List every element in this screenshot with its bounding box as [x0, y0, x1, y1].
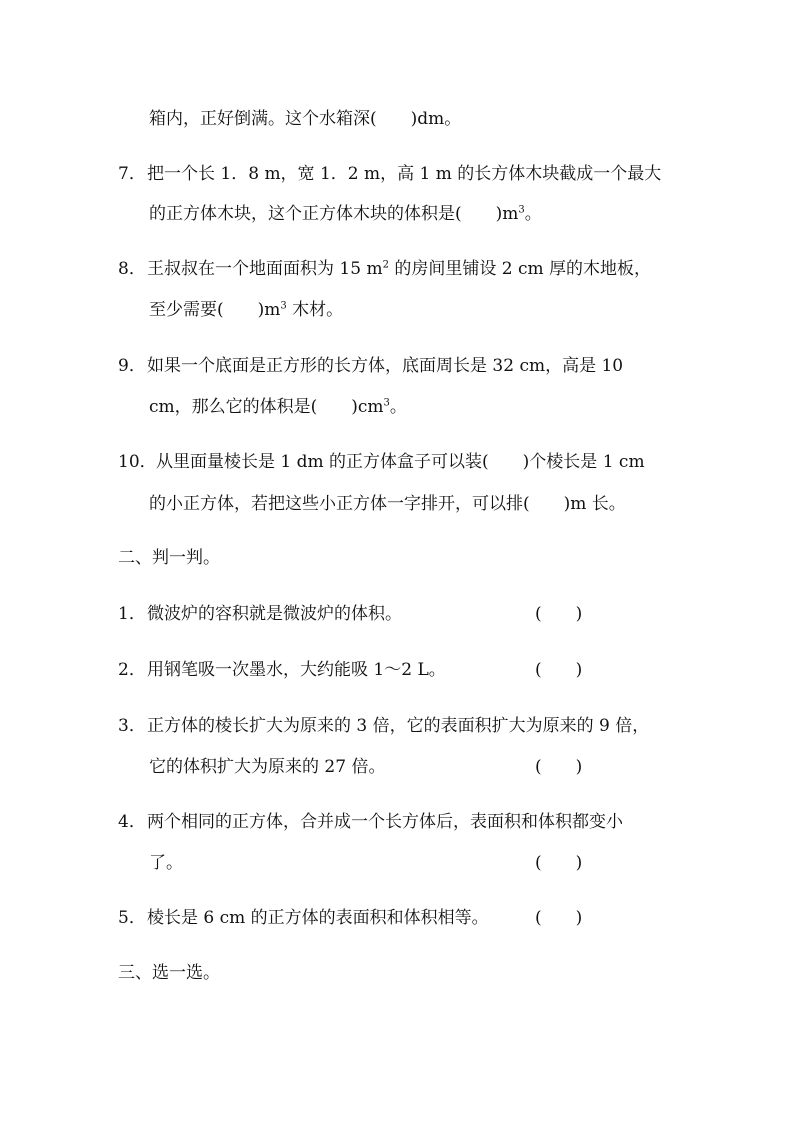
question-6-continuation: 箱内，正好倒满。这个水箱深( )dm。 — [149, 109, 462, 129]
question-9-line-1: 如果一个底面是正方形的长方体，底面周长是 32 cm，高是 10 — [147, 356, 624, 376]
question-10-number: 10． — [118, 452, 157, 472]
section-3-title: 三、选一选。 — [118, 963, 220, 983]
question-9-line-2: cm，那么它的体积是( )$cm^3$。 — [149, 397, 407, 417]
judge-3-line-2: 它的体积扩大为原来的 27 倍。 — [149, 757, 386, 777]
question-8-number: 8． — [118, 259, 146, 279]
judge-4-number: 4． — [118, 812, 146, 832]
unit-exponent: 3 — [280, 300, 287, 312]
judge-1-text: 微波炉的容积就是微波炉的体积。 — [147, 604, 402, 624]
judge-5-answer-blank[interactable]: ( ) — [535, 908, 583, 928]
judge-5-text: 棱长是 6 cm 的正方体的表面积和体积相等。 — [147, 908, 489, 928]
question-7-line-1: 把一个长 1．8 m，宽 1．2 m，高 1 m 的长方体木块截成一个最大 — [147, 164, 662, 184]
question-7-number: 7． — [118, 164, 146, 184]
question-8-line-2: 至少需要( )$m^3$ 木材。 — [149, 300, 344, 320]
judge-4-line-2: 了。 — [149, 853, 183, 873]
judge-1-answer-blank[interactable]: ( ) — [535, 604, 583, 624]
judge-3-line-1: 正方体的棱长扩大为原来的 3 倍，它的表面积扩大为原来的 9 倍， — [147, 716, 650, 736]
section-2-title: 二、判一判。 — [118, 548, 220, 568]
judge-3-answer-blank[interactable]: ( ) — [535, 757, 583, 777]
question-10-line-1: 从里面量棱长是 1 dm 的正方体盒子可以装( )个棱长是 1 cm — [156, 452, 645, 472]
question-7-line-2: 的正方体木块，这个正方体木块的体积是( )$m^3$。 — [149, 204, 542, 224]
unit-exponent: 3 — [518, 204, 525, 216]
judge-5-number: 5． — [118, 908, 146, 928]
judge-2-answer-blank[interactable]: ( ) — [535, 660, 583, 680]
question-10-line-2: 的小正方体，若把这些小正方体一字排开，可以排( )m 长。 — [149, 494, 626, 514]
question-8-line-1: 王叔叔在一个地面面积为 15 $m^2$ 的房间里铺设 2 cm 厚的木地板， — [147, 259, 652, 279]
judge-3-number: 3． — [118, 716, 146, 736]
judge-1-number: 1． — [118, 604, 146, 624]
judge-2-number: 2． — [118, 660, 146, 680]
unit-exponent: 3 — [383, 397, 390, 409]
judge-2-text: 用钢笔吸一次墨水，大约能吸 1～2 L。 — [147, 660, 446, 680]
judge-4-line-1: 两个相同的正方体，合并成一个长方体后，表面积和体积都变小 — [147, 812, 623, 832]
question-9-number: 9． — [118, 356, 146, 376]
unit-exponent: 2 — [382, 259, 389, 271]
judge-4-answer-blank[interactable]: ( ) — [535, 853, 583, 873]
